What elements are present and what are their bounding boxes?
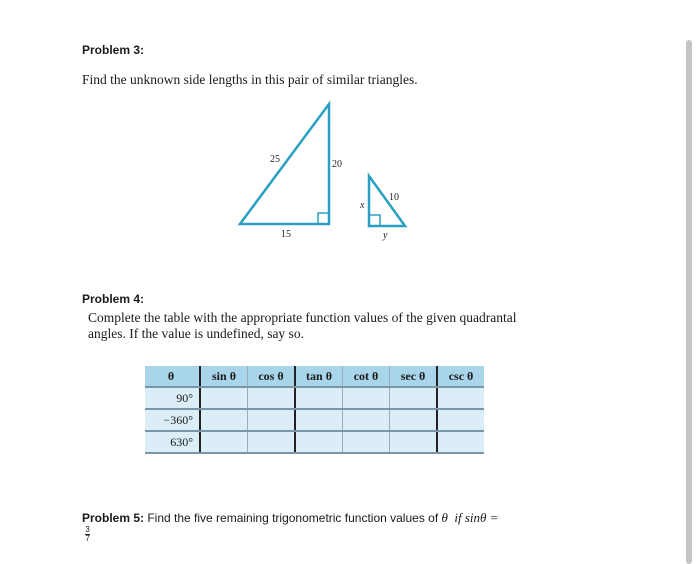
angle-cell: 90°: [145, 387, 200, 409]
col-cos: cos θ: [248, 366, 296, 387]
fraction: [85, 526, 89, 543]
scrollbar[interactable]: [686, 40, 692, 564]
cell: [390, 387, 438, 409]
col-csc: csc θ: [437, 366, 484, 387]
problem3-text: Find the unknown side lengths in this pair of similar triangles.: [82, 72, 418, 87]
table-row: [145, 387, 484, 409]
label-y: y: [383, 230, 388, 241]
quadrantal-angles-table: [145, 366, 484, 454]
problem4-text-line2: angles. If the value is undefined, say so.: [88, 326, 304, 341]
cell: [343, 387, 390, 409]
denominator: 7: [85, 534, 90, 543]
label-20: 20: [332, 159, 342, 170]
cell: [295, 387, 343, 409]
col-theta: θ: [145, 366, 200, 387]
col-cot: cot θ: [343, 366, 390, 387]
cell: [390, 409, 438, 431]
problem5-text: Find the five remaining trigonometric function values of: [144, 511, 442, 525]
col-sec: sec θ: [390, 366, 438, 387]
cell: [248, 431, 296, 453]
numerator: 3: [85, 525, 90, 534]
cell: [200, 431, 248, 453]
problem5-line: [82, 510, 498, 543]
label-10: 10: [389, 192, 399, 203]
cell: [295, 431, 343, 453]
cell: [437, 409, 484, 431]
cell: [343, 409, 390, 431]
problem5-expression: θ if sinθ =: [441, 510, 499, 525]
cell: [248, 409, 296, 431]
similar-triangles-figure: [0, 0, 700, 260]
problem3-heading: Problem 3:: [82, 43, 145, 57]
cell: [437, 387, 484, 409]
cell: [248, 387, 296, 409]
col-tan: tan θ: [295, 366, 343, 387]
cell: [200, 387, 248, 409]
cell: [390, 431, 438, 453]
small-right-angle: [369, 215, 380, 226]
table-row: [145, 431, 484, 453]
small-triangle: [369, 176, 405, 226]
problem5-heading: Problem 5:: [82, 511, 145, 525]
angle-cell: −360°: [145, 409, 200, 431]
label-25: 25: [270, 154, 280, 165]
cell: [295, 409, 343, 431]
big-triangle: [240, 104, 329, 224]
label-x: x: [360, 200, 365, 211]
big-right-angle: [318, 213, 329, 224]
angle-cell: 630°: [145, 431, 200, 453]
cell: [343, 431, 390, 453]
cell: [437, 431, 484, 453]
label-15: 15: [281, 229, 291, 240]
problem4-text-line1: Complete the table with the appropriate function values of the given quadrantal: [88, 310, 517, 325]
table-header-row: [145, 366, 484, 387]
table-row: [145, 409, 484, 431]
cell: [200, 409, 248, 431]
col-sin: sin θ: [200, 366, 248, 387]
problem4-heading: Problem 4:: [82, 292, 145, 306]
